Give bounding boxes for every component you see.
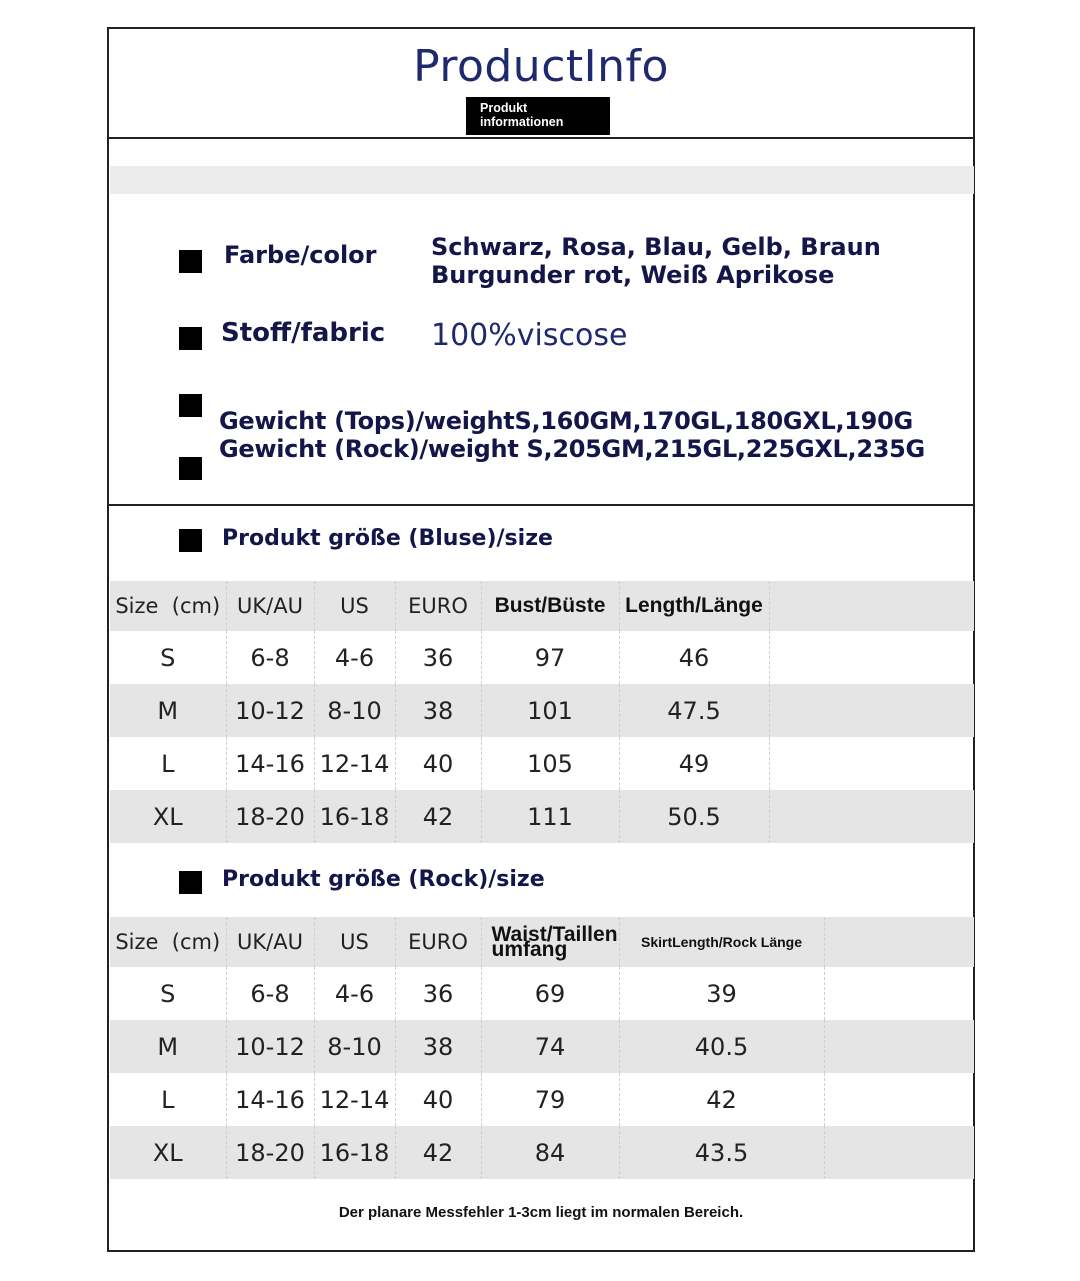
footer-note: Der planare Messfehler 1-3cm liegt im normalen Bereich.: [338, 1204, 744, 1221]
table-cell: [824, 1020, 974, 1073]
table-cell: [769, 737, 974, 790]
table-cell: 84: [481, 1126, 619, 1179]
color-label: Farbe/color: [224, 241, 377, 269]
header-cell: EURO: [395, 581, 481, 631]
table-cell: 12-14: [314, 737, 395, 790]
header-cell: UK/AU: [226, 581, 314, 631]
table-header-row: [110, 581, 974, 631]
bullet-square-icon: [179, 250, 202, 273]
color-value-line-1: Schwarz, Rosa, Blau, Gelb, Braun: [431, 233, 881, 261]
table-cell: 4-6: [314, 967, 395, 1020]
table-cell: 38: [395, 684, 481, 737]
section-divider: [109, 504, 973, 506]
table-row: [110, 631, 974, 684]
subtitle-line-1: Produkt: [480, 101, 528, 115]
product-info-card: [107, 27, 975, 1252]
table-cell: 10-12: [226, 684, 314, 737]
table-row: [110, 790, 974, 843]
table-cell: 6-8: [226, 967, 314, 1020]
table-row: [110, 967, 974, 1020]
table-cell: XL: [110, 790, 226, 843]
color-value-line-2: Burgunder rot, Weiß Aprikose: [431, 261, 835, 289]
weight-tops: Gewicht (Tops)/weightS,160GM,170GL,180GXL,190G: [219, 407, 913, 435]
blouse-section-title: Produkt größe (Bluse)/size: [222, 526, 553, 551]
bullet-square-icon: [179, 327, 202, 350]
header-cell: UK/AU: [226, 917, 314, 967]
table-cell: 4-6: [314, 631, 395, 684]
header-cell: SkirtLength/Rock Länge: [619, 917, 824, 967]
table-cell: [769, 684, 974, 737]
table-cell: 40.5: [619, 1020, 824, 1073]
bullet-square-icon: [179, 457, 202, 480]
table-cell: 10-12: [226, 1020, 314, 1073]
header-cell: Size (cm): [110, 917, 226, 967]
grey-band: [110, 166, 974, 194]
table-cell: 50.5: [619, 790, 769, 843]
header: [109, 29, 973, 139]
table-cell: L: [110, 737, 226, 790]
header-cell: Size (cm): [110, 581, 226, 631]
table-cell: 36: [395, 631, 481, 684]
header-cell: EURO: [395, 917, 481, 967]
color-value: [431, 233, 881, 289]
table-row: [110, 684, 974, 737]
subtitle-line-2: informationen: [480, 115, 564, 129]
table-cell: 42: [619, 1073, 824, 1126]
table-cell: M: [110, 1020, 226, 1073]
table-cell: 18-20: [226, 1126, 314, 1179]
skirt-section-title: Produkt größe (Rock)/size: [222, 867, 545, 892]
table-cell: 97: [481, 631, 619, 684]
table-cell: L: [110, 1073, 226, 1126]
table-cell: 6-8: [226, 631, 314, 684]
table-cell: 14-16: [226, 1073, 314, 1126]
table-row: [110, 1020, 974, 1073]
bullet-square-icon: [179, 394, 202, 417]
table-cell: 36: [395, 967, 481, 1020]
table-row: [110, 737, 974, 790]
table-row: [110, 1073, 974, 1126]
table-cell: 42: [395, 790, 481, 843]
table-cell: S: [110, 967, 226, 1020]
table-cell: [824, 1126, 974, 1179]
subtitle-badge: [466, 97, 610, 135]
table-cell: 12-14: [314, 1073, 395, 1126]
header-cell: US: [314, 917, 395, 967]
table-cell: 46: [619, 631, 769, 684]
table-cell: 47.5: [619, 684, 769, 737]
bullet-square-icon: [179, 871, 202, 894]
table-cell: 105: [481, 737, 619, 790]
table-row: [110, 1126, 974, 1179]
table-cell: S: [110, 631, 226, 684]
table-cell: 43.5: [619, 1126, 824, 1179]
table-cell: 40: [395, 737, 481, 790]
bullet-square-icon: [179, 529, 202, 552]
header-cell: Bust/Büste: [481, 581, 619, 631]
table-cell: 8-10: [314, 1020, 395, 1073]
header-cell: Waist/Taillen umfang: [481, 917, 619, 967]
table-cell: [769, 790, 974, 843]
table-cell: 79: [481, 1073, 619, 1126]
table-cell: 16-18: [314, 790, 395, 843]
table-cell: [769, 631, 974, 684]
table-cell: 40: [395, 1073, 481, 1126]
table-cell: XL: [110, 1126, 226, 1179]
table-cell: [824, 1073, 974, 1126]
table-header-row: [110, 917, 974, 967]
table-cell: 8-10: [314, 684, 395, 737]
header-cell: US: [314, 581, 395, 631]
table-cell: 18-20: [226, 790, 314, 843]
table-cell: 101: [481, 684, 619, 737]
blouse-size-table: [110, 581, 974, 843]
table-cell: 49: [619, 737, 769, 790]
table-cell: 39: [619, 967, 824, 1020]
header-cell: [824, 917, 974, 967]
table-cell: 74: [481, 1020, 619, 1073]
fabric-label: Stoff/fabric: [221, 318, 386, 348]
header-cell: Length/Länge: [619, 581, 769, 631]
table-cell: M: [110, 684, 226, 737]
weight-rock: Gewicht (Rock)/weight S,205GM,215GL,225GXL,235G: [219, 435, 925, 463]
skirt-size-table: [110, 917, 974, 1179]
page-title: ProductInfo: [413, 41, 669, 92]
table-cell: 111: [481, 790, 619, 843]
fabric-value: 100%viscose: [431, 318, 628, 353]
header-cell: [769, 581, 974, 631]
table-cell: 14-16: [226, 737, 314, 790]
table-cell: 69: [481, 967, 619, 1020]
table-cell: 42: [395, 1126, 481, 1179]
table-cell: 38: [395, 1020, 481, 1073]
table-cell: [824, 967, 974, 1020]
table-cell: 16-18: [314, 1126, 395, 1179]
